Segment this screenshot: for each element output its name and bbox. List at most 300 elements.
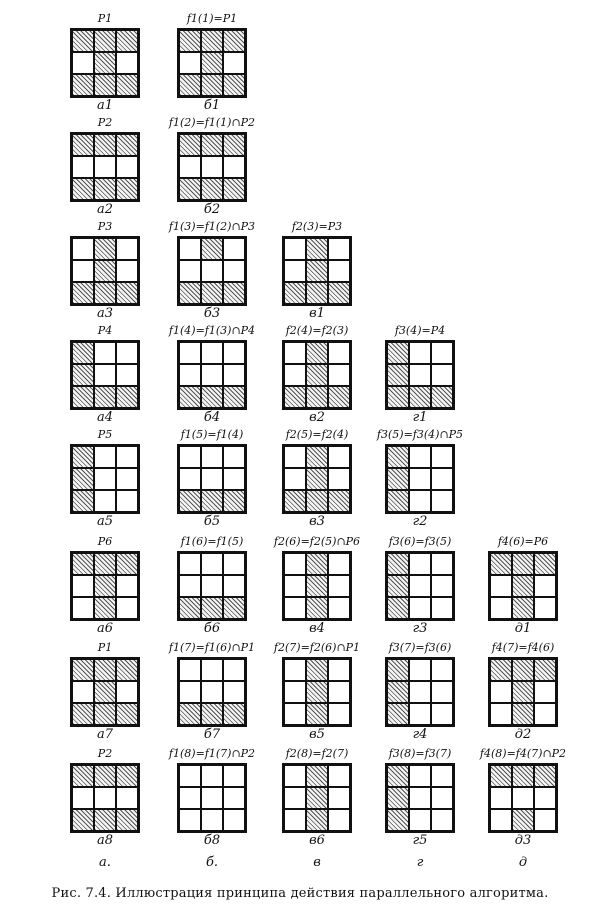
panel-label: а6 — [96, 621, 114, 636]
grid-3x3 — [385, 763, 455, 833]
hatched-square — [223, 30, 245, 52]
hatched-square — [387, 342, 409, 364]
empty-square — [201, 446, 223, 468]
empty-square — [409, 468, 431, 490]
empty-square — [179, 468, 201, 490]
hatched-square — [387, 490, 409, 512]
grid-3x3 — [177, 551, 247, 621]
grid-3x3 — [282, 340, 352, 410]
panel-label: б8 — [203, 833, 221, 848]
empty-square — [409, 809, 431, 831]
empty-square — [328, 342, 350, 364]
hatched-square — [512, 575, 534, 597]
empty-square — [94, 787, 116, 809]
hatched-square — [328, 490, 350, 512]
empty-square — [223, 659, 245, 681]
hatched-square — [223, 597, 245, 619]
empty-square — [179, 446, 201, 468]
panel-label: г5 — [412, 833, 428, 848]
hatched-square — [306, 260, 328, 282]
empty-square — [179, 787, 201, 809]
hatched-square — [179, 74, 201, 96]
empty-square — [223, 575, 245, 597]
empty-square — [284, 765, 306, 787]
hatched-square — [201, 597, 223, 619]
panel-title: f3(7)=f3(6) — [388, 641, 452, 654]
empty-square — [431, 659, 453, 681]
panel-label: в4 — [309, 621, 325, 636]
hatched-square — [72, 134, 94, 156]
panel-title: f4(8)=f4(7)∩P2 — [479, 747, 567, 760]
empty-square — [94, 156, 116, 178]
hatched-square — [201, 178, 223, 200]
panel-label: в5 — [309, 727, 325, 742]
empty-square — [534, 575, 556, 597]
column-label: д — [518, 855, 528, 870]
hatched-square — [72, 282, 94, 304]
empty-square — [116, 787, 138, 809]
panel-label: д3 — [514, 833, 532, 848]
panel-label: а3 — [96, 306, 114, 321]
panel-label: а7 — [96, 727, 114, 742]
figure-caption: Рис. 7.4. Иллюстрация принципа действия параллельного алгоритма. — [51, 886, 549, 901]
empty-square — [512, 787, 534, 809]
panel-label: б5 — [203, 514, 221, 529]
hatched-square — [223, 282, 245, 304]
empty-square — [223, 809, 245, 831]
panel-title: f2(6)=f2(5)∩P6 — [273, 535, 361, 548]
empty-square — [223, 52, 245, 74]
empty-square — [223, 765, 245, 787]
empty-square — [409, 659, 431, 681]
empty-square — [201, 260, 223, 282]
grid-3x3 — [70, 132, 140, 202]
hatched-square — [512, 681, 534, 703]
hatched-square — [512, 553, 534, 575]
empty-square — [409, 490, 431, 512]
hatched-square — [306, 364, 328, 386]
hatched-square — [179, 178, 201, 200]
empty-square — [409, 765, 431, 787]
empty-square — [431, 490, 453, 512]
empty-square — [223, 468, 245, 490]
hatched-square — [94, 30, 116, 52]
hatched-square — [94, 597, 116, 619]
panel-label: б4 — [203, 410, 221, 425]
empty-square — [431, 787, 453, 809]
empty-square — [179, 659, 201, 681]
grid-3x3 — [385, 444, 455, 514]
hatched-square — [201, 490, 223, 512]
grid-3x3 — [488, 551, 558, 621]
grid-3x3 — [385, 340, 455, 410]
panel-title: f1(8)=f1(7)∩P2 — [168, 747, 256, 760]
empty-square — [328, 575, 350, 597]
empty-square — [201, 809, 223, 831]
panel-title: f1(6)=f1(5) — [180, 535, 244, 548]
hatched-square — [201, 238, 223, 260]
empty-square — [72, 260, 94, 282]
grid-3x3 — [177, 763, 247, 833]
empty-square — [328, 260, 350, 282]
empty-square — [431, 446, 453, 468]
hatched-square — [387, 446, 409, 468]
empty-square — [179, 52, 201, 74]
empty-square — [223, 553, 245, 575]
hatched-square — [94, 553, 116, 575]
empty-square — [284, 446, 306, 468]
panel-title: f1(2)=f1(1)∩P2 — [168, 116, 256, 129]
empty-square — [284, 553, 306, 575]
empty-square — [94, 364, 116, 386]
grid-3x3 — [70, 444, 140, 514]
empty-square — [284, 597, 306, 619]
hatched-square — [72, 74, 94, 96]
hatched-square — [223, 74, 245, 96]
panel-title: f2(4)=f2(3) — [285, 324, 349, 337]
empty-square — [409, 364, 431, 386]
hatched-square — [534, 765, 556, 787]
hatched-square — [94, 52, 116, 74]
hatched-square — [223, 490, 245, 512]
panel-title: f2(7)=f2(6)∩P1 — [273, 641, 361, 654]
hatched-square — [306, 282, 328, 304]
hatched-square — [94, 681, 116, 703]
empty-square — [409, 446, 431, 468]
hatched-square — [116, 765, 138, 787]
empty-square — [72, 238, 94, 260]
empty-square — [284, 681, 306, 703]
hatched-square — [387, 765, 409, 787]
empty-square — [201, 364, 223, 386]
empty-square — [284, 364, 306, 386]
hatched-square — [116, 282, 138, 304]
grid-3x3 — [70, 551, 140, 621]
empty-square — [116, 681, 138, 703]
hatched-square — [72, 446, 94, 468]
hatched-square — [94, 74, 116, 96]
hatched-square — [116, 703, 138, 725]
panel-title: f1(3)=f1(2)∩P3 — [168, 220, 256, 233]
empty-square — [223, 681, 245, 703]
panel-label: а4 — [96, 410, 114, 425]
grid-3x3 — [385, 551, 455, 621]
column-label: в — [313, 855, 321, 870]
empty-square — [201, 156, 223, 178]
empty-square — [534, 681, 556, 703]
panel-title: f1(7)=f1(6)∩P1 — [168, 641, 256, 654]
empty-square — [490, 703, 512, 725]
panel-title: f3(8)=f3(7) — [388, 747, 452, 760]
hatched-square — [179, 703, 201, 725]
empty-square — [490, 809, 512, 831]
empty-square — [201, 787, 223, 809]
hatched-square — [223, 178, 245, 200]
grid-3x3 — [177, 444, 247, 514]
hatched-square — [387, 575, 409, 597]
panel-label: б1 — [203, 98, 221, 113]
empty-square — [328, 703, 350, 725]
panel-title: f3(6)=f3(5) — [388, 535, 452, 548]
empty-square — [223, 342, 245, 364]
panel-title: P2 — [97, 747, 113, 760]
hatched-square — [94, 386, 116, 408]
empty-square — [431, 765, 453, 787]
empty-square — [72, 787, 94, 809]
grid-3x3 — [282, 444, 352, 514]
panel-title: P4 — [97, 324, 113, 337]
hatched-square — [387, 468, 409, 490]
hatched-square — [116, 178, 138, 200]
empty-square — [201, 659, 223, 681]
hatched-square — [179, 386, 201, 408]
panel-label: д2 — [514, 727, 532, 742]
hatched-square — [201, 134, 223, 156]
hatched-square — [72, 364, 94, 386]
hatched-square — [94, 809, 116, 831]
hatched-square — [72, 765, 94, 787]
hatched-square — [72, 809, 94, 831]
panel-label: а8 — [96, 833, 114, 848]
hatched-square — [306, 386, 328, 408]
empty-square — [72, 597, 94, 619]
hatched-square — [512, 703, 534, 725]
grid-3x3 — [70, 763, 140, 833]
hatched-square — [72, 30, 94, 52]
hatched-square — [116, 134, 138, 156]
empty-square — [328, 787, 350, 809]
panel-label: д1 — [514, 621, 532, 636]
hatched-square — [387, 681, 409, 703]
panel-label: а2 — [96, 202, 114, 217]
empty-square — [284, 659, 306, 681]
hatched-square — [512, 659, 534, 681]
grid-3x3 — [282, 551, 352, 621]
empty-square — [116, 156, 138, 178]
empty-square — [223, 156, 245, 178]
empty-square — [284, 342, 306, 364]
empty-square — [116, 575, 138, 597]
hatched-square — [201, 386, 223, 408]
hatched-square — [223, 134, 245, 156]
panel-title: f2(8)=f2(7) — [285, 747, 349, 760]
hatched-square — [201, 282, 223, 304]
panel-title: P3 — [97, 220, 113, 233]
hatched-square — [512, 809, 534, 831]
hatched-square — [512, 765, 534, 787]
empty-square — [328, 765, 350, 787]
empty-square — [72, 156, 94, 178]
hatched-square — [306, 238, 328, 260]
empty-square — [409, 597, 431, 619]
empty-square — [179, 364, 201, 386]
panel-title: P6 — [97, 535, 113, 548]
hatched-square — [387, 386, 409, 408]
grid-3x3 — [177, 236, 247, 306]
empty-square — [223, 787, 245, 809]
hatched-square — [306, 787, 328, 809]
panel-label: г1 — [412, 410, 428, 425]
empty-square — [179, 238, 201, 260]
hatched-square — [72, 178, 94, 200]
panel-title: f4(6)=P6 — [497, 535, 549, 548]
hatched-square — [512, 597, 534, 619]
empty-square — [284, 703, 306, 725]
hatched-square — [94, 282, 116, 304]
empty-square — [409, 553, 431, 575]
hatched-square — [201, 74, 223, 96]
empty-square — [179, 765, 201, 787]
hatched-square — [72, 703, 94, 725]
empty-square — [534, 703, 556, 725]
empty-square — [94, 468, 116, 490]
grid-3x3 — [177, 657, 247, 727]
grid-3x3 — [70, 28, 140, 98]
hatched-square — [116, 74, 138, 96]
empty-square — [116, 490, 138, 512]
hatched-square — [116, 30, 138, 52]
empty-square — [431, 809, 453, 831]
hatched-square — [72, 553, 94, 575]
empty-square — [179, 342, 201, 364]
hatched-square — [94, 575, 116, 597]
empty-square — [116, 597, 138, 619]
empty-square — [409, 575, 431, 597]
empty-square — [179, 809, 201, 831]
empty-square — [328, 468, 350, 490]
hatched-square — [116, 809, 138, 831]
hatched-square — [179, 490, 201, 512]
hatched-square — [306, 659, 328, 681]
hatched-square — [94, 260, 116, 282]
empty-square — [179, 575, 201, 597]
grid-3x3 — [70, 340, 140, 410]
grid-3x3 — [282, 763, 352, 833]
hatched-square — [94, 765, 116, 787]
grid-3x3 — [488, 763, 558, 833]
hatched-square — [328, 386, 350, 408]
empty-square — [490, 597, 512, 619]
empty-square — [116, 260, 138, 282]
empty-square — [534, 597, 556, 619]
hatched-square — [72, 468, 94, 490]
grid-3x3 — [177, 340, 247, 410]
empty-square — [284, 575, 306, 597]
hatched-square — [72, 386, 94, 408]
hatched-square — [306, 575, 328, 597]
hatched-square — [179, 282, 201, 304]
empty-square — [201, 553, 223, 575]
hatched-square — [94, 178, 116, 200]
hatched-square — [223, 703, 245, 725]
hatched-square — [179, 30, 201, 52]
empty-square — [409, 681, 431, 703]
hatched-square — [328, 282, 350, 304]
hatched-square — [223, 386, 245, 408]
empty-square — [328, 446, 350, 468]
empty-square — [116, 468, 138, 490]
hatched-square — [94, 659, 116, 681]
hatched-square — [179, 597, 201, 619]
empty-square — [201, 681, 223, 703]
panel-title: P1 — [97, 641, 113, 654]
empty-square — [431, 575, 453, 597]
hatched-square — [306, 342, 328, 364]
empty-square — [179, 681, 201, 703]
panel-title: P2 — [97, 116, 113, 129]
hatched-square — [534, 659, 556, 681]
empty-square — [431, 597, 453, 619]
empty-square — [284, 238, 306, 260]
hatched-square — [387, 703, 409, 725]
empty-square — [179, 260, 201, 282]
empty-square — [328, 364, 350, 386]
hatched-square — [94, 134, 116, 156]
panel-label: а1 — [96, 98, 114, 113]
panel-label: в2 — [309, 410, 325, 425]
hatched-square — [387, 597, 409, 619]
empty-square — [328, 553, 350, 575]
empty-square — [201, 765, 223, 787]
hatched-square — [201, 52, 223, 74]
hatched-square — [284, 282, 306, 304]
empty-square — [201, 468, 223, 490]
panel-title: P1 — [97, 12, 113, 25]
empty-square — [431, 553, 453, 575]
column-label: б. — [205, 855, 219, 870]
empty-square — [328, 809, 350, 831]
empty-square — [328, 597, 350, 619]
grid-3x3 — [70, 657, 140, 727]
empty-square — [284, 468, 306, 490]
empty-square — [431, 468, 453, 490]
grid-3x3 — [282, 236, 352, 306]
grid-3x3 — [177, 28, 247, 98]
hatched-square — [116, 659, 138, 681]
empty-square — [116, 238, 138, 260]
hatched-square — [306, 490, 328, 512]
hatched-square — [94, 703, 116, 725]
empty-square — [116, 364, 138, 386]
panel-label: б6 — [203, 621, 221, 636]
hatched-square — [490, 659, 512, 681]
hatched-square — [431, 386, 453, 408]
empty-square — [409, 342, 431, 364]
panel-title: f1(4)=f1(3)∩P4 — [168, 324, 256, 337]
hatched-square — [306, 703, 328, 725]
panel-label: г4 — [412, 727, 428, 742]
empty-square — [223, 238, 245, 260]
grid-3x3 — [177, 132, 247, 202]
hatched-square — [72, 342, 94, 364]
panel-label: в3 — [309, 514, 325, 529]
hatched-square — [387, 364, 409, 386]
hatched-square — [284, 490, 306, 512]
hatched-square — [490, 553, 512, 575]
empty-square — [116, 52, 138, 74]
hatched-square — [306, 597, 328, 619]
empty-square — [179, 156, 201, 178]
panel-title: f1(1)=P1 — [186, 12, 238, 25]
empty-square — [201, 575, 223, 597]
empty-square — [72, 681, 94, 703]
empty-square — [72, 575, 94, 597]
empty-square — [284, 787, 306, 809]
hatched-square — [387, 787, 409, 809]
hatched-square — [387, 553, 409, 575]
panel-title: f2(3)=P3 — [291, 220, 343, 233]
hatched-square — [116, 386, 138, 408]
